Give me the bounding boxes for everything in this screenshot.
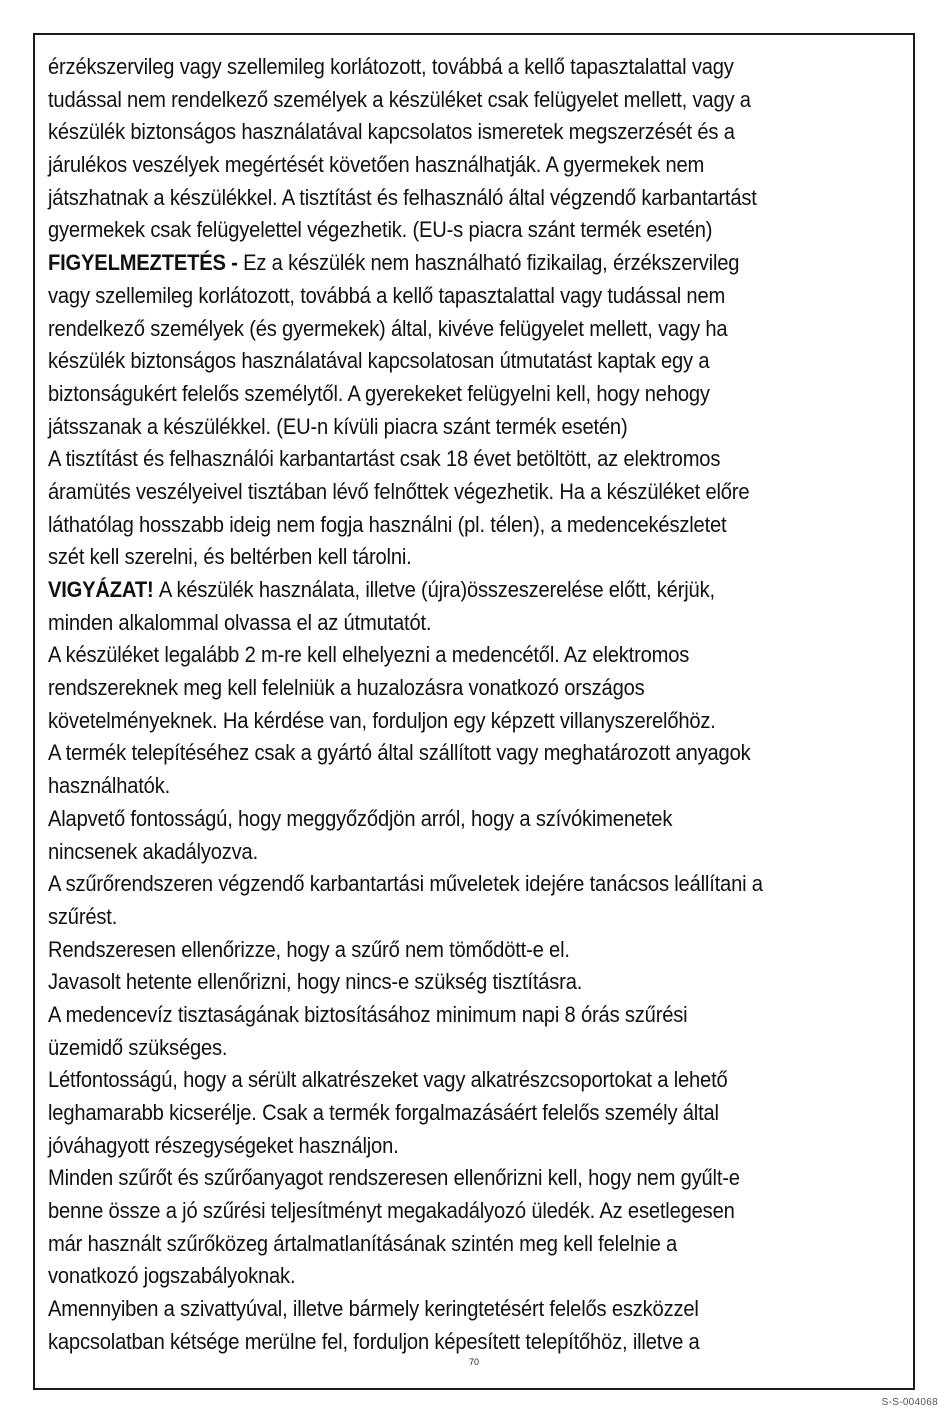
text-line-content: leghamarabb kicserélje. Csak a termék forgalmazásáért felelős személy által [48,1100,719,1125]
text-line [48,737,822,770]
text-line [48,1195,822,1228]
warning-label: FIGYELMEZTETÉS - [48,250,244,276]
text-line [48,1326,822,1359]
text-line [48,378,822,411]
text-line-content: játszhatnak a készülékkel. A tisztítást és felhasználó által végzendő karbantartást [48,184,757,210]
text-line-content: A készülék használata, illetve (újra)összeszerelése előtt, kérjük, [158,577,715,602]
text-line [48,1064,822,1097]
text-line [48,313,822,346]
text-line-content: játsszanak a készülékkel. (EU-n kívüli piacra szánt termék esetén) [48,413,628,439]
text-line [48,1032,822,1065]
text-line-content: vonatkozó jogszabályoknak. [48,1263,296,1289]
text-line-content: vagy szellemileg korlátozott, továbbá a kellő tapasztalattal vagy tudással nem [48,282,726,308]
text-line-content: nincsenek akadályozva. [48,838,259,864]
text-line-content: használhatók. [48,773,171,799]
text-line [48,280,822,313]
text-line [48,868,822,901]
text-line [48,214,822,247]
text-line [48,149,822,182]
text-line-content: Létfontosságú, hogy a sérült alkatrészeket vagy alkatrészcsoportokat a lehető [48,1067,728,1093]
text-line-content: biztonságukért felelős személytől. A gyerekeket felügyelni kell, hogy nehogy [48,380,710,406]
text-line [48,934,822,967]
text-line [48,476,822,509]
text-line-content: szét kell szerelni, és beltérben kell tárolni. [48,544,412,570]
text-line [48,803,822,836]
text-line [48,901,822,934]
text-line [48,574,822,607]
text-line-content: járulékos veszélyek megértését követően használhatják. A gyermekek nem [48,152,705,178]
text-line [48,51,822,84]
document-code: S-S-004068 [881,1397,938,1408]
text-line [48,247,822,280]
text-line-content: A medencevíz tisztaságának biztosításához minimum napi 8 órás szűrési [48,1001,688,1027]
text-line [48,182,822,215]
text-line [48,607,822,640]
text-line-content: A készüléket legalább 2 m-re kell elhelyezni a medencétől. Az elektromos [48,642,690,668]
text-line-content: láthatólag hosszabb ideig nem fogja használni (pl. télen), a medencekészletet [48,511,727,537]
text-line-content: kapcsolatban kétsége merülne fel, forduljon képesített telepítőhöz, illetve a [48,1328,700,1354]
text-line-content: érzékszervileg vagy szellemileg korlátozott, továbbá a kellő tapasztalattal vagy [48,54,734,79]
text-line [48,1162,822,1195]
text-line [48,1228,822,1261]
text-line-content: szűrést. [48,903,118,929]
page-number: 70 [468,1357,479,1367]
text-line [48,509,822,542]
text-line-content: Rendszeresen ellenőrizze, hogy a szűrő nem tömődött-e el. [48,936,570,962]
text-line [48,116,822,149]
text-line [48,999,822,1032]
text-line-content: Ez a készülék nem használható fizikailag, érzékszervileg [243,250,740,276]
text-line [48,443,822,476]
text-line [48,541,822,574]
text-line [48,84,822,117]
text-line-content: Amennyiben a szivattyúval, illetve bármely keringtetésért felelős eszközzel [48,1296,699,1322]
text-line-content: Minden szűrőt és szűrőanyagot rendszeresen ellenőrizni kell, hogy nem gyűlt-e [48,1165,740,1191]
text-line [48,1293,822,1326]
text-line-content: tudással nem rendelkező személyek a készüléket csak felügyelet mellett, vagy a [48,86,751,112]
text-line [48,1130,822,1163]
text-line-content: rendszereknek meg kell felelniük a huzalozásra vonatkozó országos [48,675,645,701]
text-line-content: készülék biztonságos használatával kapcsolatos ismeretek megszerzését és a [48,119,735,145]
text-line [48,345,822,378]
text-line-content: készülék biztonságos használatával kapcsolatosan útmutatást kaptak egy a [48,348,710,374]
text-line-content: benne össze a jó szűrési teljesítményt megakadályozó üledék. Az esetlegesen [48,1198,735,1224]
text-line [48,966,822,999]
text-line-content: üzemidő szükséges. [48,1034,228,1060]
text-line [48,1097,822,1130]
text-line-content: gyermekek csak felügyelettel végezhetik. (EU-s piacra szánt termék esetén) [48,217,713,243]
text-line [48,1260,822,1293]
text-line-content: Javasolt hetente ellenőrizni, hogy nincs-e szükség tisztításra. [48,969,583,995]
warning-label: VIGYÁZAT! [48,577,159,602]
text-line-content: A tisztítást és felhasználói karbantartást csak 18 évet betöltött, az elektromos [48,446,721,472]
text-line-content: A termék telepítéséhez csak a gyártó által szállított vagy meghatározott anyagok [48,740,751,766]
text-line [48,639,822,672]
manual-text-block [48,51,822,1359]
text-line-content: áramütés veszélyeivel tisztában lévő felnőttek végezhetik. Ha a készüléket előre [48,478,750,504]
text-line [48,770,822,803]
text-line-content: rendelkező személyek (és gyermekek) által, kivéve felügyelet mellett, vagy ha [48,315,728,341]
text-line-content: már használt szűrőközeg ártalmatlanításának szintén meg kell felelnie a [48,1230,678,1256]
text-line [48,836,822,869]
text-line-content: Alapvető fontosságú, hogy meggyőződjön arról, hogy a szívókimenetek [48,805,673,831]
text-line-content: A szűrőrendszeren végzendő karbantartási műveletek idejére tanácsos leállítani a [48,871,763,897]
text-line [48,705,822,738]
text-line [48,411,822,444]
text-line-content: minden alkalommal olvassa el az útmutatót. [48,609,432,635]
page-frame [33,33,915,1390]
text-line-content: követelményeknek. Ha kérdése van, forduljon egy képzett villanyszerelőhöz. [48,707,716,733]
text-line [48,672,822,705]
text-line-content: jóváhagyott részegységeket használjon. [48,1132,399,1158]
